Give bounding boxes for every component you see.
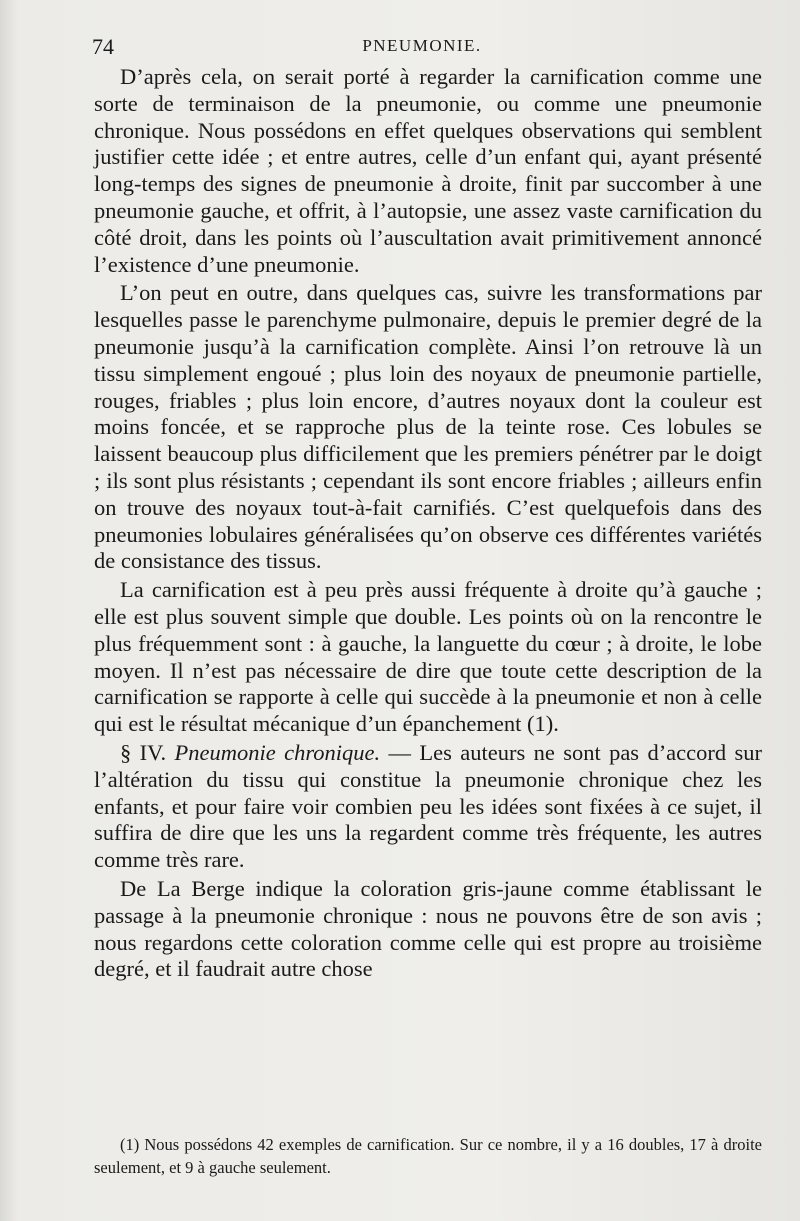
paragraph-2: L’on peut en outre, dans quelques cas, suivre les transformations par lesquelles passe le parenchyme pulmonaire, depuis le premier degré de la pneumonie jusqu’à la carnification complète. Ainsi l’on retrouve là un tissu simplement engoué ; plus loin des noyaux de pneumonie partielle, rouges, friables ; plus loin encore, d’autres noyaux dont la couleur est moins foncée, et se rapproche plus de la teinte rose. Ces lobules se laissent beaucoup plus difficilement que les premiers pénétrer par le doigt ; ils sont plus résistants ; cependant ils sont encore friables ; ailleurs enfin on trouve des noyaux tout-à-fait carnifiés. C’est quelquefois dans des pneumonies lobulaires généralisées qu’on observe ces différentes variétés de consistance des tissus. [94,280,762,574]
running-head [92,34,752,58]
paragraph-1: D’après cela, on serait porté à regarder la carnification comme une sorte de terminaison de la pneumonie, ou comme une pneumonie chronique. Nous possédons en effet quelques observations qui semblent justifier cette idée ; et entre autres, celle d’un enfant qui, ayant présenté long-temps des signes de pneumonie à droite, finit par succomber à une pneumonie gauche, et offrit, à l’autopsie, une assez vaste carnification du côté droit, dans les points où l’auscultation avait primitivement annoncé l’existence d’une pneumonie. [94,64,762,277]
footnote: (1) Nous possédons 42 exemples de carnification. Sur ce nombre, il y a 16 doubles, 17 à droite seulement, et 9 à gauche seulement. [94,1135,762,1177]
running-title: PNEUMONIE. [362,36,482,55]
page-number: 74 [92,34,114,59]
section-title: Pneumonie chronique. [174,739,381,765]
section-label: § IV. [120,739,167,765]
paragraph-5: De La Berge indique la coloration gris-jaune comme établissant le passage à la pneumonie chronique : nous ne pouvons être de son avis ; nous regardons cette coloration comme celle qui est propre au troisième degré, et il faudrait autre chose [94,875,762,982]
body-text [94,64,762,983]
section-text: — Les auteurs ne sont pas d’accord sur l’altération du tissu qui constitue la pneumonie chronique chez les enfants, et pour faire voir combien peu les idées sont fixées à ce sujet, il suffira de dire que les uns la regardent comme très fréquente, les autres comme très rare. [94,739,763,873]
section-paragraph [94,740,762,874]
paragraph-3: La carnification est à peu près aussi fréquente à droite qu’à gauche ; elle est plus souvent simple que double. Les points où on la rencontre le plus fréquemment sont : à gauche, la languette du cœur ; à droite, le lobe moyen. Il n’est pas nécessaire de dire que toute cette description de la carnification se rapporte à celle qui succède à la pneumonie et non à celle qui est le résultat mécanique d’un épanchement (1). [94,577,762,737]
